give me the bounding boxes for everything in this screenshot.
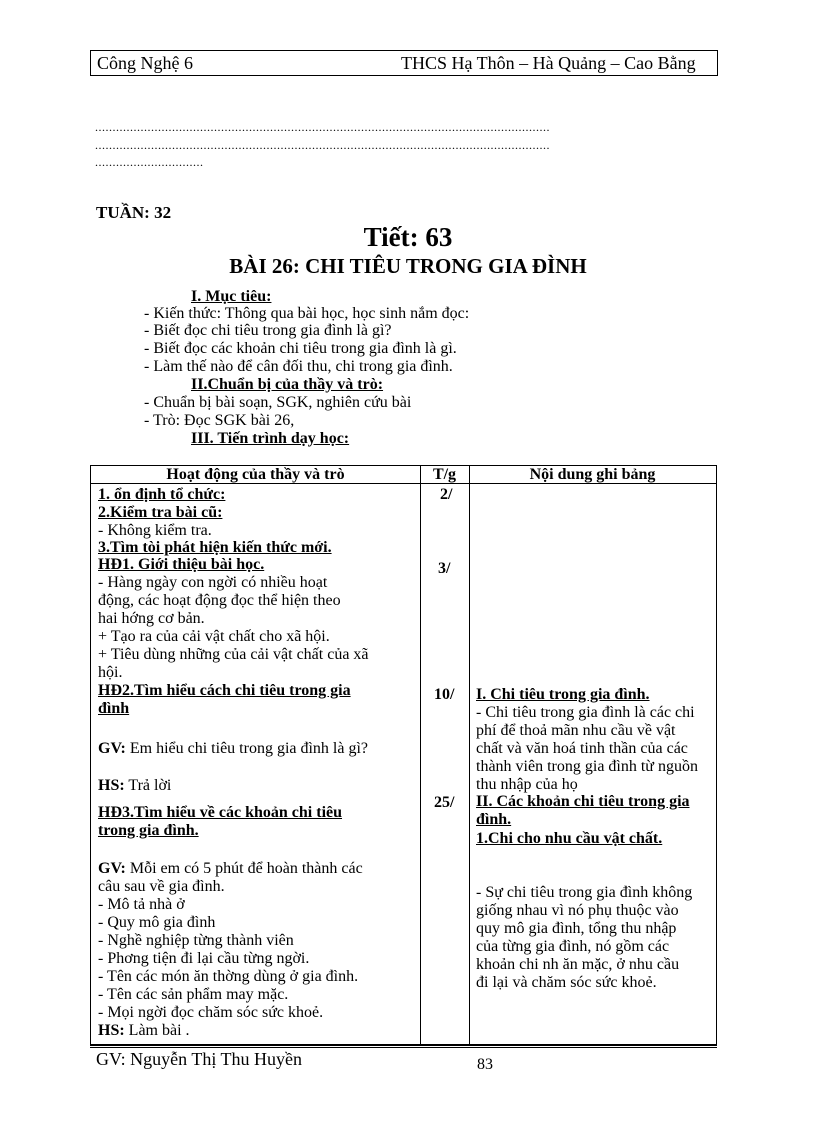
teacher-question: GV: Em hiểu chi tiêu trong gia đình là gì?: [98, 740, 369, 757]
objectives-heading: I. Mục tiêu:: [191, 288, 272, 305]
time-value: 3/: [438, 560, 451, 577]
content-line: đi lại và chăm sóc sức khoẻ.: [476, 974, 657, 991]
activity-2-heading: đình: [98, 700, 130, 717]
step-2-heading: 2.Kiểm tra bài cũ:: [98, 504, 223, 521]
header-school: THCS Hạ Thôn – Hà Quảng – Cao Bằng: [401, 53, 696, 73]
page-header: [90, 50, 718, 76]
preparation-heading: II.Chuẩn bị của thầy và trò:: [191, 376, 384, 393]
content-line: khoản chi nh ăn mặc, ở nhu cầu: [476, 956, 680, 973]
task-line: - Nghề nghiệp từng thành viên: [98, 932, 294, 949]
content-section-2: đình.: [476, 811, 512, 828]
content-line: chất và văn hoá tinh thần của các: [476, 740, 688, 757]
task-line: - Quy mô gia đình: [98, 914, 216, 931]
activity-1-line: - Hàng ngày con ngời có nhiều hoạt: [98, 574, 328, 591]
objective-item: - Làm thế nào để cân đối thu, chi trong gia đình.: [144, 358, 453, 375]
lesson-table: [90, 465, 717, 1045]
week-label: TUẦN: 32: [96, 203, 172, 222]
objective-item: - Biết đọc các khoản chi tiêu trong gia đình là gì.: [144, 340, 457, 357]
process-heading: III. Tiến trình dạy học:: [191, 430, 350, 447]
task-line: câu sau về gia đình.: [98, 878, 225, 895]
step-3-heading: 3.Tìm tòi phát hiện kiến thức mới.: [98, 539, 332, 556]
preparation-item: - Chuẩn bị bài soạn, SGK, nghiên cứu bài: [144, 394, 412, 411]
activity-1-line: hai hớng cơ bản.: [98, 610, 205, 627]
lesson-number: Tiết: 63: [363, 222, 453, 252]
content-subsection: 1.Chi cho nhu cầu vật chất.: [476, 830, 663, 847]
student-answer: HS: Trả lời: [98, 777, 172, 794]
activity-1-line: hội.: [98, 664, 123, 681]
column-header-time: T/g: [432, 466, 457, 483]
content-line: quy mô gia đình, tổng thu nhập: [476, 920, 677, 937]
teacher-task: GV: Mỗi em có 5 phút để hoàn thành các: [98, 860, 363, 877]
activity-2-heading: HĐ2.Tìm hiểu cách chi tiêu trong gia: [98, 682, 351, 699]
content-line: thành viên trong gia đình từ nguồn: [476, 758, 698, 775]
dot-line-2: ..................................................................................................................................: [95, 139, 550, 151]
page-number: 83: [477, 1056, 493, 1073]
dot-line-3: ...............................: [95, 156, 204, 168]
content-section-2: II. Các khoản chi tiêu trong gia: [476, 793, 690, 810]
content-line: của từng gia đình, nó gồm các: [476, 938, 670, 955]
task-line: - Mô tả nhà ở: [98, 896, 185, 913]
dot-line-1: ..................................................................................................................................: [95, 121, 550, 133]
content-section-1: I. Chi tiêu trong gia đình.: [476, 686, 650, 703]
content-line: giống nhau vì nó phụ thuộc vào: [476, 902, 679, 919]
header-subject: Công Nghệ 6: [97, 53, 193, 73]
activity-1-line: động, các hoạt động đọc thể hiện theo: [98, 592, 341, 609]
content-line: thu nhập của họ: [476, 776, 578, 793]
preparation-item: - Trò: Đọc SGK bài 26,: [144, 412, 295, 429]
content-line: - Sự chi tiêu trong gia đình không: [476, 884, 693, 901]
column-divider: [469, 466, 470, 1044]
student-task: HS: Làm bài .: [98, 1022, 190, 1039]
objective-item: - Biết đọc chi tiêu trong gia đình là gì?: [144, 322, 392, 339]
content-line: phí để thoả mãn nhu cầu về vật: [476, 722, 676, 739]
step-1-heading: 1. ổn định tổ chức:: [98, 486, 226, 503]
footer-teacher: GV: Nguyễn Thị Thu Huyền: [96, 1049, 302, 1069]
lesson-title: BÀI 26: CHI TIÊU TRONG GIA ĐÌNH: [229, 254, 587, 278]
time-value: 25/: [434, 794, 455, 811]
activity-3-heading: HĐ3.Tìm hiểu về các khoản chi tiêu: [98, 804, 343, 821]
time-value: 10/: [434, 686, 455, 703]
column-divider: [420, 466, 421, 1044]
step-2-text: - Không kiểm tra.: [98, 522, 212, 539]
activity-1-heading: HĐ1. Giới thiệu bài học.: [98, 556, 265, 573]
task-line: - Tên các món ăn thờng dùng ở gia đình.: [98, 968, 359, 985]
activity-3-heading: trong gia đình.: [98, 822, 199, 839]
task-line: - Mọi ngời đọc chăm sóc sức khoẻ.: [98, 1004, 324, 1021]
header-divider: [91, 483, 716, 484]
column-header-content: Nội dung ghi bảng: [529, 466, 656, 483]
objective-item: - Kiến thức: Thông qua bài học, học sinh nắm đọc:: [144, 305, 470, 322]
content-line: - Chi tiêu trong gia đình là các chi: [476, 704, 695, 721]
task-line: - Phơng tiện đi lại cầu từng ngời.: [98, 950, 310, 967]
activity-1-line: + Tạo ra của cải vật chất cho xã hội.: [98, 628, 330, 645]
time-value: 2/: [440, 486, 453, 503]
column-header-activities: Hoạt động của thầy và trò: [166, 466, 345, 483]
task-line: - Tên các sản phẩm may mặc.: [98, 986, 289, 1003]
footer-rule: [90, 1045, 717, 1048]
activity-1-line: + Tiêu dùng những của cải vật chất của xã: [98, 646, 369, 663]
